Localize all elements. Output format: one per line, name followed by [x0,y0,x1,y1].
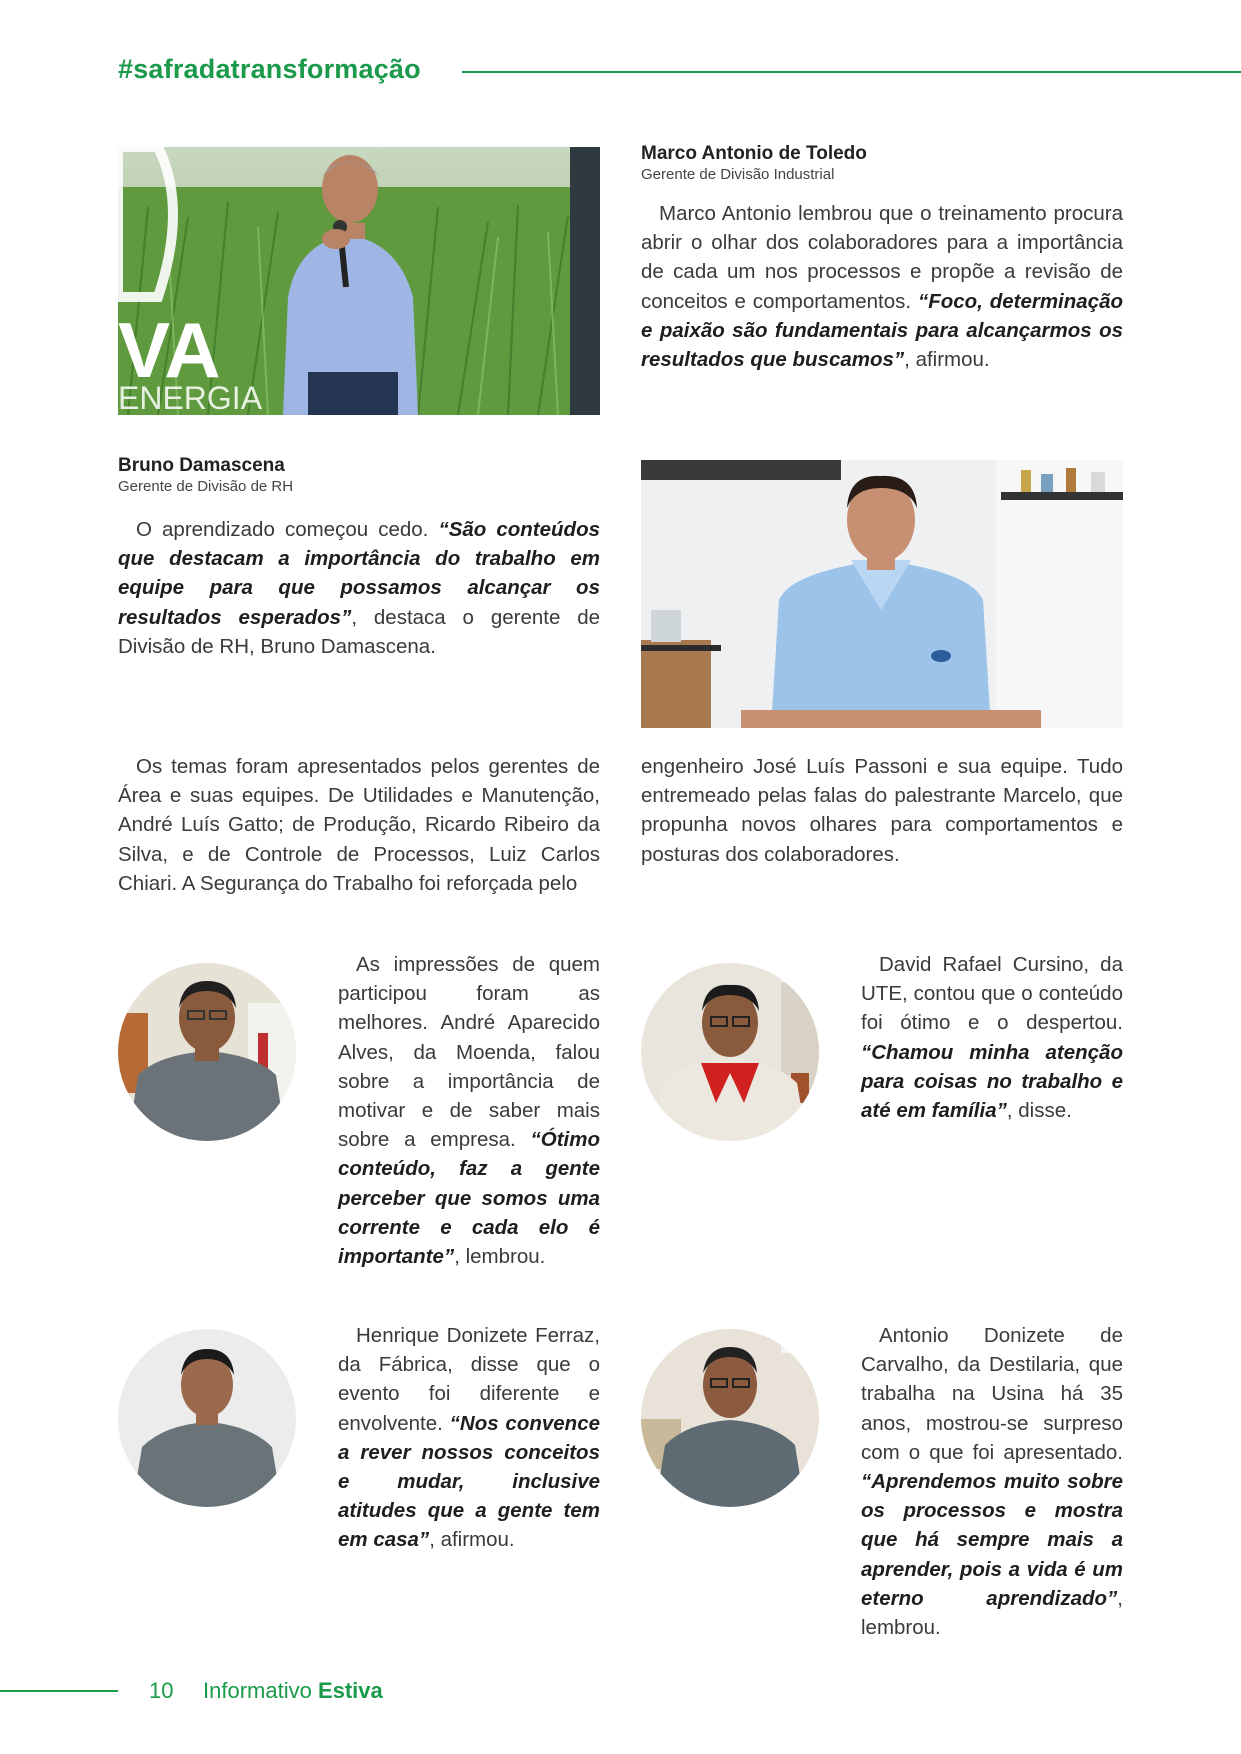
svg-text:VA: VA [118,306,221,394]
antonio-paragraph: Antonio Donizete de Carvalho, da Destilaria, que trabalha na Usina há 35 anos, mostrou-se surpreso com o que foi apresentado. “Aprendemos muito sobre os processos e mostra que há sempre mais a aprender, pois a vida é um eterno aprendizado”, lembrou. [861,1324,1123,1640]
bruno-role: Gerente de Divisão de RH [118,478,294,495]
andre-portrait [118,963,296,1141]
bruno-photo [641,460,1123,728]
david-paragraph: David Rafael Cursino, da UTE, contou que o conteúdo foi ótimo e o despertou. “Chamou minha atenção para coisas no trabalho e até em família”, disse. [861,953,1123,1123]
footer-divider [0,1690,118,1692]
henrique-paragraph: Henrique Donizete Ferraz, da Fábrica, disse que o evento foi diferente e envolvente. “Nos convence a rever nossos conceitos e mudar, inclusive atitudes que a gente tem em casa”, afirmou. [338,1324,600,1552]
marco-photo [118,147,600,415]
marco-name: Marco Antonio de Toledo [641,143,867,164]
publication-title: Informativo Estiva [203,1678,383,1703]
marco-paragraph: Marco Antonio lembrou que o treinamento procura abrir o olhar dos colaboradores para a importância de cada um nos processos e propõe a revisão de conceitos e comportamentos. “Foco, determinação e paixão são fundamentais para alcançarmos os resultados que buscamos”, afirmou. [641,202,1123,372]
temas-paragraph-right: engenheiro José Luís Passoni e sua equipe. Tudo entremeado pelas falas do palestrante Marcelo, que propunha novos olhares para comportamentos e posturas dos colaboradores. [641,755,1123,866]
bruno-name: Bruno Damascena [118,455,285,476]
page-number: 10 [149,1678,174,1703]
antonio-portrait [641,1329,819,1507]
svg-text:ENERGIA: ENERGIA [118,380,263,415]
bruno-paragraph: O aprendizado começou cedo. “São conteúdos que destacam a importância do trabalho em equipe para que possamos alcançar os resultados esperados”, destaca o gerente de Divisão de RH, Bruno Damascena. [118,518,601,658]
temas-paragraph-left: Os temas foram apresentados pelos gerentes de Área e suas equipes. De Utilidades e Manutenção, André Luís Gatto; de Produção, Ricardo Ribeiro da Silva, e de Controle de Processos, Luiz Carlos Chiari. A Segurança do Trabalho foi reforçada pelo [118,755,600,895]
david-portrait [641,963,819,1141]
section-hashtag: #safradatransformação [118,54,421,84]
henrique-portrait [118,1329,296,1507]
header-divider [462,71,1241,73]
marco-role: Gerente de Divisão Industrial [641,166,835,183]
andre-paragraph: As impressões de quem participou foram as melhores. André Aparecido Alves, da Moenda, falou sobre a importância de motivar e de saber mais sobre a empresa. “Ótimo conteúdo, faz a gente perceber que somos uma corrente e cada elo é importante”, lembrou. [338,953,600,1269]
